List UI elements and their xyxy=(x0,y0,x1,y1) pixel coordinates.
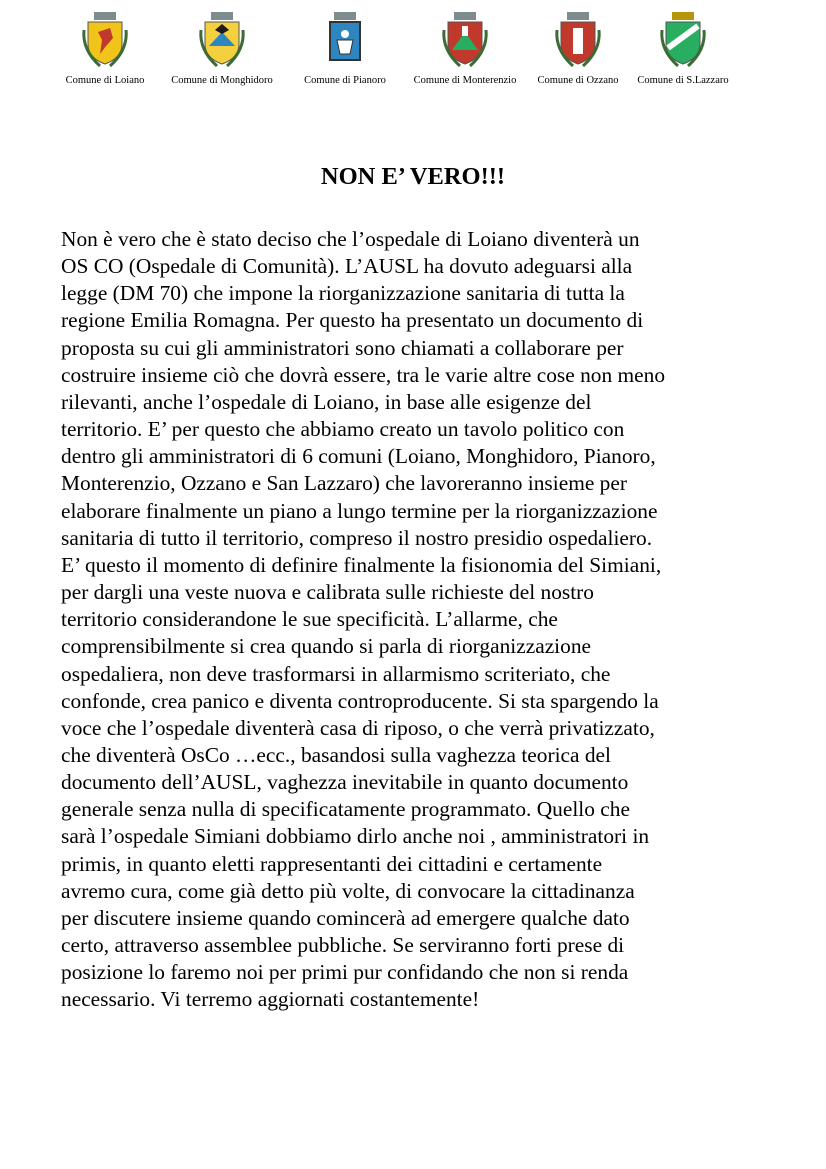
text-line: per dargli una veste nuova e calibrata sulle richieste del nostro xyxy=(61,580,594,605)
crest-ozzano xyxy=(523,10,633,86)
text-line: primis, in quanto eletti rappresentanti dei cittadini e certamente xyxy=(61,851,603,876)
text-line: OS CO (Ospedale di Comunità). L’AUSL ha dovuto adeguarsi alla xyxy=(61,254,633,279)
text-line: legge (DM 70) che impone la riorganizzazione sanitaria di tutta la xyxy=(61,281,625,306)
crest-monghidoro xyxy=(167,10,277,86)
ozzano-crest-icon xyxy=(553,10,603,72)
text-line: sarà l’ospedale Simiani dobbiamo dirlo anche noi , amministratori in xyxy=(61,824,650,849)
crest-label: Comune di Monterenzio xyxy=(413,75,517,86)
crest-label: Comune di Loiano xyxy=(65,75,145,86)
san-lazzaro-crest-icon xyxy=(658,10,708,72)
text-line: posizione lo faremo noi per primi pur confidando che non si renda xyxy=(61,960,629,985)
loiano-crest-icon xyxy=(80,10,130,72)
text-line: Non è vero che è stato deciso che l’ospedale di Loiano diventerà un xyxy=(61,227,640,251)
text-line: costruire insieme ciò che dovrà essere, tra le varie altre cose non meno xyxy=(61,362,666,387)
text-line: necessario. Vi terremo aggiornati costantemente! xyxy=(61,987,480,1012)
text-line: comprensibilmente si crea quando si parla di riorganizzazione xyxy=(61,634,592,659)
monghidoro-crest-icon xyxy=(197,10,247,72)
municipality-header xyxy=(55,10,755,102)
text-line: territorio. E’ per questo che abbiamo creato un tavolo politico con xyxy=(61,417,625,442)
text-line: ospedaliera, non deve trasformarsi in allarmismo scriteriato, che xyxy=(61,661,611,686)
text-line: territorio considerandone le sue specificità. L’allarme, che xyxy=(61,607,558,632)
crest-san-lazzaro xyxy=(628,10,738,86)
text-line: che diventerà OsCo …ecc., basandosi sulla vaghezza teorica del xyxy=(61,742,611,767)
text-line: elaborare finalmente un piano a lungo termine per la riorganizzazione xyxy=(61,498,658,523)
text-line: regione Emilia Romagna. Per questo ha presentato un documento di xyxy=(61,308,644,333)
text-line: dentro gli amministratori di 6 comuni (Loiano, Monghidoro, Pianoro, xyxy=(61,444,656,469)
text-line: documento dell’AUSL, vaghezza inevitabile in quanto documento xyxy=(61,770,629,795)
crest-monterenzio xyxy=(410,10,520,86)
text-line: voce che l’ospedale diventerà casa di riposo, o che verrà privatizzato, xyxy=(61,715,655,740)
crest-pianoro xyxy=(290,10,400,86)
crest-label: Comune di S.Lazzaro xyxy=(637,75,729,86)
text-line: avremo cura, come già detto più volte, di convocare la cittadinanza xyxy=(61,878,635,903)
monterenzio-crest-icon xyxy=(440,10,490,72)
text-line: rilevanti, anche l’ospedale di Loiano, in base alle esigenze del xyxy=(61,389,592,414)
crest-label: Comune di Ozzano xyxy=(537,75,619,86)
text-line: confonde, crea panico e diventa controproducente. Si sta spargendo la xyxy=(61,688,659,713)
page-title: NON E’ VERO!!! xyxy=(320,163,506,190)
text-line: E’ questo il momento di definire finalmente la fisionomia del Simiani, xyxy=(61,552,662,577)
text-line: Monterenzio, Ozzano e San Lazzaro) che lavoreranno insieme per xyxy=(61,471,627,496)
crest-label: Comune di Pianoro xyxy=(304,75,386,86)
text-line: generale senza nulla di specificatamente programmato. Quello che xyxy=(61,797,630,822)
pianoro-crest-icon xyxy=(320,10,370,72)
crest-label: Comune di Monghidoro xyxy=(171,75,273,86)
crest-loiano xyxy=(50,10,160,86)
text-line: sanitaria di tutto il territorio, compreso il nostro presidio ospedaliero. xyxy=(61,525,653,550)
text-line: per discutere insieme quando comincerà ad emergere qualche dato xyxy=(61,905,630,930)
text-line: proposta su cui gli amministratori sono chiamati a collaborare per xyxy=(61,335,624,360)
body-paragraph xyxy=(61,226,761,1014)
text-line: certo, attraverso assemblee pubbliche. Se serviranno forti prese di xyxy=(61,933,625,958)
